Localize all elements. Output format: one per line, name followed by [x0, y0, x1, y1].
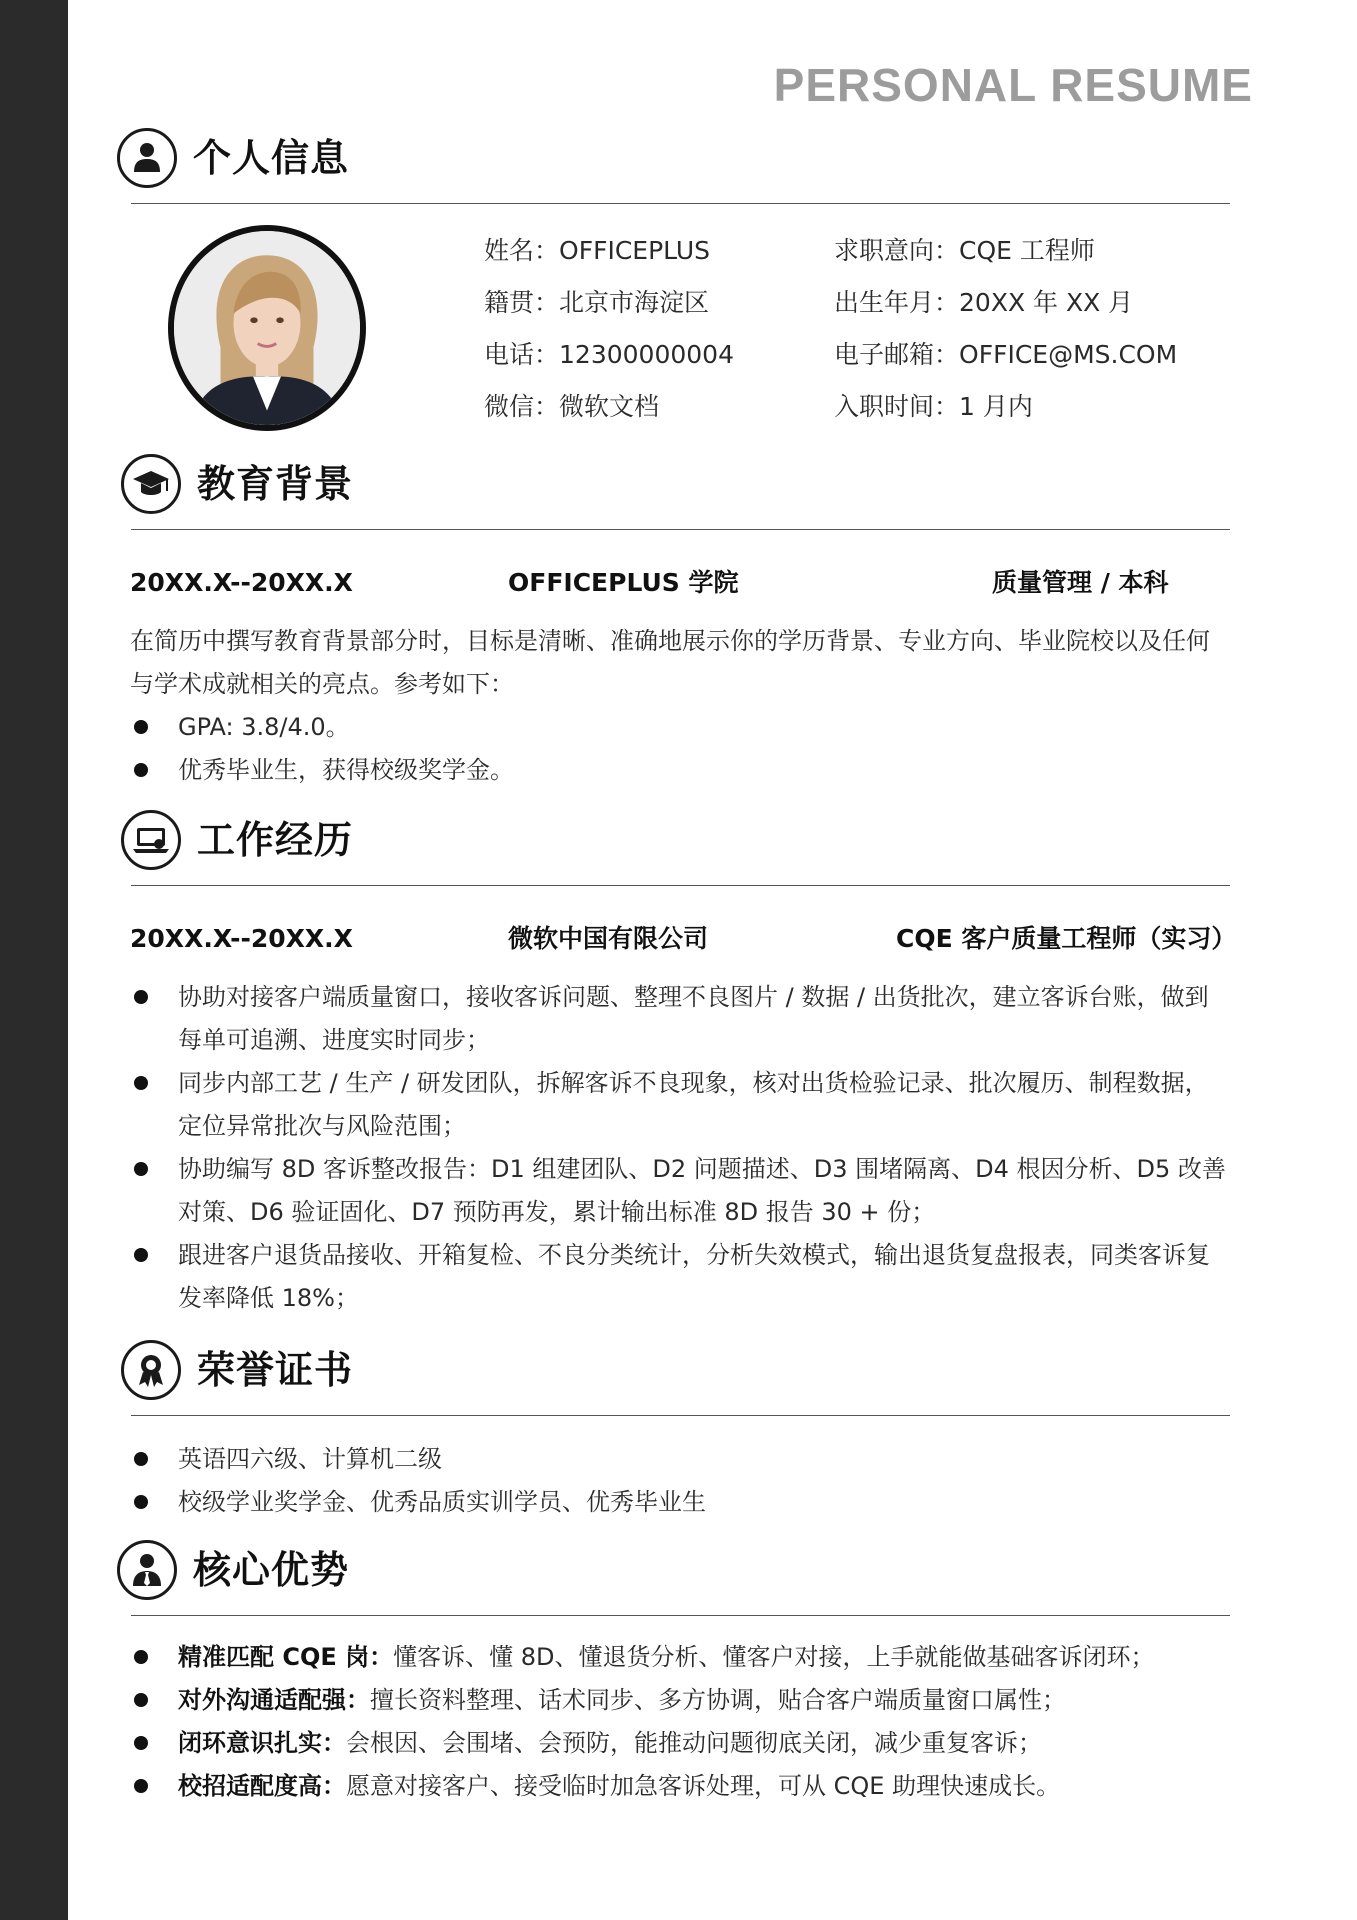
bullet-dot [134, 763, 148, 777]
info-phone: 电话：12300000004 [484, 340, 734, 369]
person-icon [117, 128, 177, 188]
list-item: 精准匹配 CQE 岗：懂客诉、懂 8D、懂退货分析、懂客户对接，上手就能做基础客诉闭环； [130, 1636, 1230, 1679]
profile-photo [168, 225, 366, 431]
list-item: GPA: 3.8/4.0。 [130, 706, 1230, 749]
section-title-strengths: 核心优势 [193, 1548, 350, 1592]
left-sidebar-bar [0, 0, 68, 1920]
section-header-work [115, 806, 1230, 886]
honors-bullets [130, 1438, 1230, 1524]
list-item: 协助对接客户端质量窗口，接收客诉问题、整理不良图片 / 数据 / 出货批次，建立客诉台账，做到每单可追溯、进度实时同步； [130, 976, 1230, 1062]
list-item: 同步内部工艺 / 生产 / 研发团队，拆解客诉不良现象，核对出货检验记录、批次履历、制程数据，定位异常批次与风险范围； [130, 1062, 1230, 1148]
award-ribbon-icon [121, 1340, 181, 1400]
section-divider [131, 1615, 1230, 1616]
work-entry-row [130, 919, 1237, 959]
info-job-intention: 求职意向：CQE 工程师 [834, 236, 1095, 265]
info-hometown: 籍贯：北京市海淀区 [484, 288, 710, 317]
section-title-education: 教育背景 [197, 462, 354, 506]
section-header-personal [115, 124, 1230, 204]
bullet-dot [134, 1248, 148, 1262]
info-email: 电子邮箱：OFFICE@MS.COM [834, 340, 1178, 369]
list-item: 闭环意识扎实：会根因、会围堵、会预防，能推动问题彻底关闭，减少重复客诉； [130, 1722, 1230, 1765]
section-header-honors [115, 1336, 1230, 1416]
bullet-dot [134, 1162, 148, 1176]
bullet-dot [134, 1779, 148, 1793]
list-item: 校招适配度高：愿意对接客户、接受临时加急客诉处理，可从 CQE 助理快速成长。 [130, 1765, 1230, 1808]
info-start-date: 入职时间：1 月内 [834, 392, 1033, 421]
strengths-bullets [130, 1636, 1230, 1808]
graduation-cap-icon [121, 454, 181, 514]
list-item: 校级学业奖学金、优秀品质实训学员、优秀毕业生 [130, 1481, 1230, 1524]
bullet-dot [134, 1736, 148, 1750]
laptop-icon [121, 810, 181, 870]
resume-title: PERSONAL RESUME [773, 59, 1253, 111]
work-bullets [130, 976, 1230, 1320]
education-entry-row [130, 563, 1230, 603]
info-name: 姓名：OFFICEPLUS [484, 236, 711, 265]
work-period: 20XX.X--20XX.X [130, 924, 353, 953]
section-title-personal: 个人信息 [193, 136, 350, 180]
section-header-education [115, 450, 1230, 530]
section-divider [131, 203, 1230, 204]
info-wechat: 微信：微软文档 [484, 392, 660, 421]
section-header-strengths [115, 1536, 1230, 1616]
list-item: 对外沟通适配强：擅长资料整理、话术同步、多方协调，贴合客户端质量窗口属性； [130, 1679, 1230, 1722]
bullet-dot [134, 1452, 148, 1466]
list-item: 英语四六级、计算机二级 [130, 1438, 1230, 1481]
education-bullets [130, 706, 1230, 792]
section-divider [131, 1415, 1230, 1416]
work-company: 微软中国有限公司 [508, 924, 709, 953]
bullet-dot [134, 1693, 148, 1707]
section-divider [131, 885, 1230, 886]
bullet-dot [134, 720, 148, 734]
work-position: CQE 客户质量工程师（实习） [896, 924, 1237, 953]
bullet-dot [134, 1650, 148, 1664]
section-title-honors: 荣誉证书 [197, 1348, 354, 1392]
info-birth: 出生年月：20XX 年 XX 月 [834, 288, 1134, 317]
section-title-work: 工作经历 [197, 818, 354, 862]
list-item: 协助编写 8D 客诉整改报告：D1 组建团队、D2 问题描述、D3 围堵隔离、D4 根因分析、D5 改善对策、D6 验证固化、D7 预防再发，累计输出标准 8D 报告 30 + 份； [130, 1148, 1230, 1234]
education-description: 在简历中撰写教育背景部分时，目标是清晰、准确地展示你的学历背景、专业方向、毕业院校以及任何与学术成就相关的亮点。参考如下： [130, 627, 1210, 698]
bullet-dot [134, 1076, 148, 1090]
list-item: 优秀毕业生，获得校级奖学金。 [130, 749, 1230, 792]
bullet-dot [134, 990, 148, 1004]
education-school: OFFICEPLUS 学院 [508, 568, 739, 597]
education-period: 20XX.X--20XX.X [130, 568, 353, 597]
section-divider [131, 529, 1230, 530]
list-item: 跟进客户退货品接收、开箱复检、不良分类统计，分析失效模式，输出退货复盘报表，同类客诉复发率降低 18%； [130, 1234, 1230, 1320]
bullet-dot [134, 1495, 148, 1509]
person-tie-icon [117, 1540, 177, 1600]
education-major: 质量管理 / 本科 [992, 568, 1169, 597]
